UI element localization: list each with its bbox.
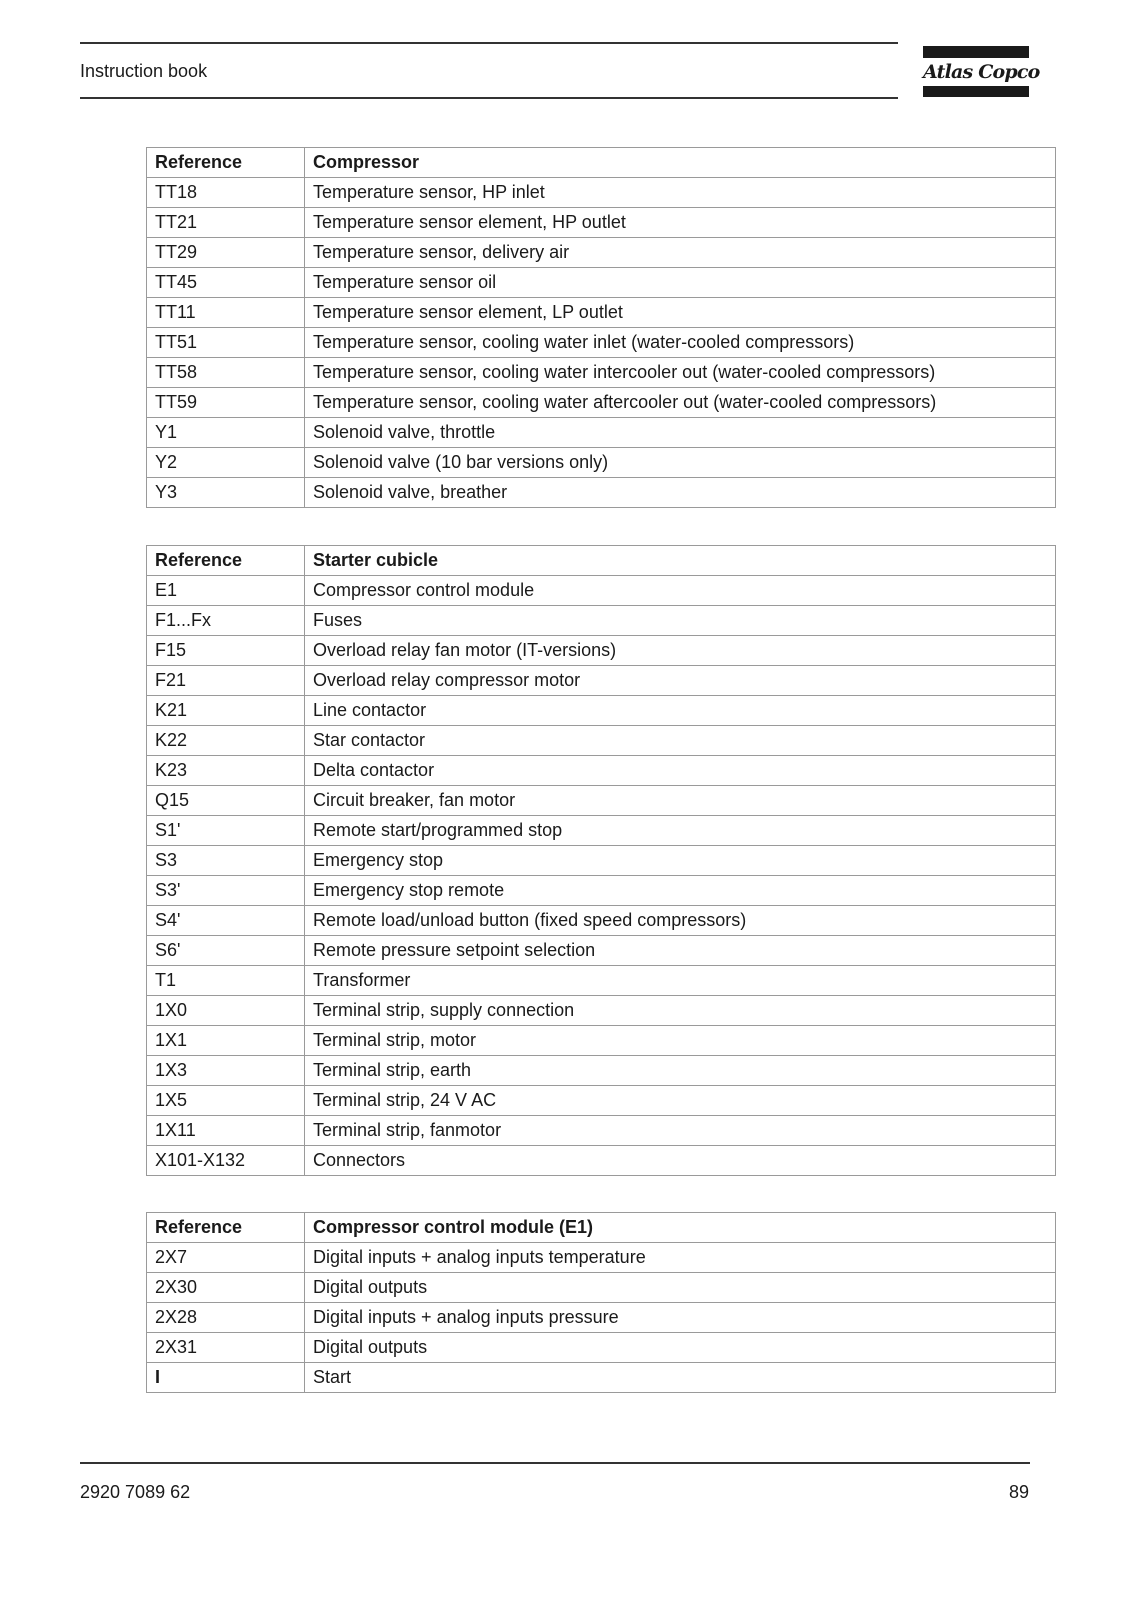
- reference-cell: S3: [147, 846, 305, 876]
- table-row: [147, 906, 1056, 936]
- description-cell: Remote load/unload button (fixed speed compressors): [305, 906, 1056, 936]
- description-cell: Temperature sensor, HP inlet: [305, 178, 1056, 208]
- table-row: [147, 846, 1056, 876]
- description-cell: Remote pressure setpoint selection: [305, 936, 1056, 966]
- description-cell: Solenoid valve, breather: [305, 478, 1056, 508]
- table-row: [147, 418, 1056, 448]
- table-row: [147, 876, 1056, 906]
- table-row: [147, 606, 1056, 636]
- table-row: [147, 756, 1056, 786]
- reference-cell: F1...Fx: [147, 606, 305, 636]
- compressor-reference-table: [146, 147, 1056, 508]
- description-cell: Temperature sensor, cooling water aftercooler out (water-cooled compressors): [305, 388, 1056, 418]
- table-row: [147, 1116, 1056, 1146]
- description-cell: Temperature sensor, cooling water intercooler out (water-cooled compressors): [305, 358, 1056, 388]
- control-module-reference-table: [146, 1212, 1056, 1393]
- table-row: [147, 208, 1056, 238]
- description-cell: Temperature sensor element, LP outlet: [305, 298, 1056, 328]
- description-cell: Terminal strip, earth: [305, 1056, 1056, 1086]
- header-rule-top: [80, 42, 898, 44]
- description-cell: Terminal strip, fanmotor: [305, 1116, 1056, 1146]
- table-row: [147, 696, 1056, 726]
- reference-cell: TT51: [147, 328, 305, 358]
- reference-cell: S1': [147, 816, 305, 846]
- description-cell: Compressor control module: [305, 576, 1056, 606]
- table-row: [147, 1146, 1056, 1176]
- reference-cell: Q15: [147, 786, 305, 816]
- description-cell: Circuit breaker, fan motor: [305, 786, 1056, 816]
- starter-cubicle-reference-table: [146, 545, 1056, 1176]
- table-row: [147, 298, 1056, 328]
- reference-cell: T1: [147, 966, 305, 996]
- reference-cell: 2X30: [147, 1273, 305, 1303]
- description-cell: Star contactor: [305, 726, 1056, 756]
- description-cell: Digital inputs + analog inputs pressure: [305, 1303, 1056, 1333]
- footer-rule: [80, 1462, 1030, 1464]
- description-cell: Fuses: [305, 606, 1056, 636]
- reference-cell: Y1: [147, 418, 305, 448]
- reference-cell: K22: [147, 726, 305, 756]
- column-header-description: Compressor control module (E1): [305, 1213, 1056, 1243]
- table-header-row: [147, 148, 1056, 178]
- reference-cell: TT58: [147, 358, 305, 388]
- table-row: [147, 1243, 1056, 1273]
- description-cell: Terminal strip, supply connection: [305, 996, 1056, 1026]
- table-row: [147, 666, 1056, 696]
- table-row: [147, 1363, 1056, 1393]
- column-header-reference: Reference: [147, 1213, 305, 1243]
- reference-cell: 2X28: [147, 1303, 305, 1333]
- table-header-row: [147, 1213, 1056, 1243]
- reference-cell: S4': [147, 906, 305, 936]
- description-cell: Temperature sensor element, HP outlet: [305, 208, 1056, 238]
- table-row: [147, 1273, 1056, 1303]
- reference-cell: TT59: [147, 388, 305, 418]
- reference-cell: F15: [147, 636, 305, 666]
- description-cell: Start: [305, 1363, 1056, 1393]
- header-rule-bottom: [80, 97, 898, 99]
- table-header-row: [147, 546, 1056, 576]
- starter-cubicle-table-body: [147, 546, 1056, 1176]
- table-row: [147, 996, 1056, 1026]
- table-row: [147, 786, 1056, 816]
- table-row: [147, 1026, 1056, 1056]
- column-header-description: Compressor: [305, 148, 1056, 178]
- description-cell: Digital outputs: [305, 1273, 1056, 1303]
- logo-bar-bottom: [923, 86, 1029, 97]
- description-cell: Delta contactor: [305, 756, 1056, 786]
- control-module-table-body: [147, 1213, 1056, 1393]
- reference-cell: TT21: [147, 208, 305, 238]
- reference-cell: E1: [147, 576, 305, 606]
- reference-cell: K21: [147, 696, 305, 726]
- description-cell: Terminal strip, motor: [305, 1026, 1056, 1056]
- description-cell: Overload relay compressor motor: [305, 666, 1056, 696]
- table-row: [147, 478, 1056, 508]
- reference-cell: 1X3: [147, 1056, 305, 1086]
- reference-cell: 2X7: [147, 1243, 305, 1273]
- table-row: [147, 816, 1056, 846]
- table-row: [147, 576, 1056, 606]
- description-cell: Temperature sensor, cooling water inlet (water-cooled compressors): [305, 328, 1056, 358]
- reference-cell: 1X0: [147, 996, 305, 1026]
- description-cell: Overload relay fan motor (IT-versions): [305, 636, 1056, 666]
- table-row: [147, 1333, 1056, 1363]
- table-row: [147, 726, 1056, 756]
- description-cell: Connectors: [305, 1146, 1056, 1176]
- description-cell: Emergency stop remote: [305, 876, 1056, 906]
- atlas-copco-logo: [923, 46, 1040, 98]
- reference-cell: TT18: [147, 178, 305, 208]
- description-cell: Digital inputs + analog inputs temperature: [305, 1243, 1056, 1273]
- table-row: [147, 1086, 1056, 1116]
- reference-cell: 1X5: [147, 1086, 305, 1116]
- table-row: [147, 1303, 1056, 1333]
- reference-cell: TT11: [147, 298, 305, 328]
- reference-cell: 1X11: [147, 1116, 305, 1146]
- table-row: [147, 178, 1056, 208]
- column-header-reference: Reference: [147, 546, 305, 576]
- description-cell: Digital outputs: [305, 1333, 1056, 1363]
- table-row: [147, 448, 1056, 478]
- reference-cell: TT29: [147, 238, 305, 268]
- reference-cell: Y3: [147, 478, 305, 508]
- column-header-reference: Reference: [147, 148, 305, 178]
- description-cell: Terminal strip, 24 V AC: [305, 1086, 1056, 1116]
- reference-cell: S6': [147, 936, 305, 966]
- table-row: [147, 328, 1056, 358]
- column-header-description: Starter cubicle: [305, 546, 1056, 576]
- description-cell: Emergency stop: [305, 846, 1056, 876]
- description-cell: Solenoid valve, throttle: [305, 418, 1056, 448]
- header-title: Instruction book: [80, 61, 208, 81]
- table-row: [147, 636, 1056, 666]
- reference-cell: I: [147, 1363, 305, 1393]
- table-row: [147, 388, 1056, 418]
- description-cell: Line contactor: [305, 696, 1056, 726]
- compressor-table-body: [147, 148, 1056, 508]
- reference-cell: 1X1: [147, 1026, 305, 1056]
- reference-cell: TT45: [147, 268, 305, 298]
- reference-cell: 2X31: [147, 1333, 305, 1363]
- page-number: 89: [1008, 1482, 1029, 1502]
- logo-bar-top: [923, 46, 1029, 58]
- table-row: [147, 936, 1056, 966]
- description-cell: Solenoid valve (10 bar versions only): [305, 448, 1056, 478]
- description-cell: Transformer: [305, 966, 1056, 996]
- table-row: [147, 358, 1056, 388]
- description-cell: Temperature sensor, delivery air: [305, 238, 1056, 268]
- table-row: [147, 238, 1056, 268]
- table-row: [147, 966, 1056, 996]
- description-cell: Remote start/programmed stop: [305, 816, 1056, 846]
- logo-wordmark: Atlas Copco: [923, 61, 1040, 83]
- table-row: [147, 268, 1056, 298]
- reference-cell: F21: [147, 666, 305, 696]
- reference-cell: K23: [147, 756, 305, 786]
- reference-cell: Y2: [147, 448, 305, 478]
- description-cell: Temperature sensor oil: [305, 268, 1056, 298]
- reference-cell: X101-X132: [147, 1146, 305, 1176]
- table-row: [147, 1056, 1056, 1086]
- reference-cell: S3': [147, 876, 305, 906]
- document-number: 2920 7089 62: [80, 1482, 191, 1502]
